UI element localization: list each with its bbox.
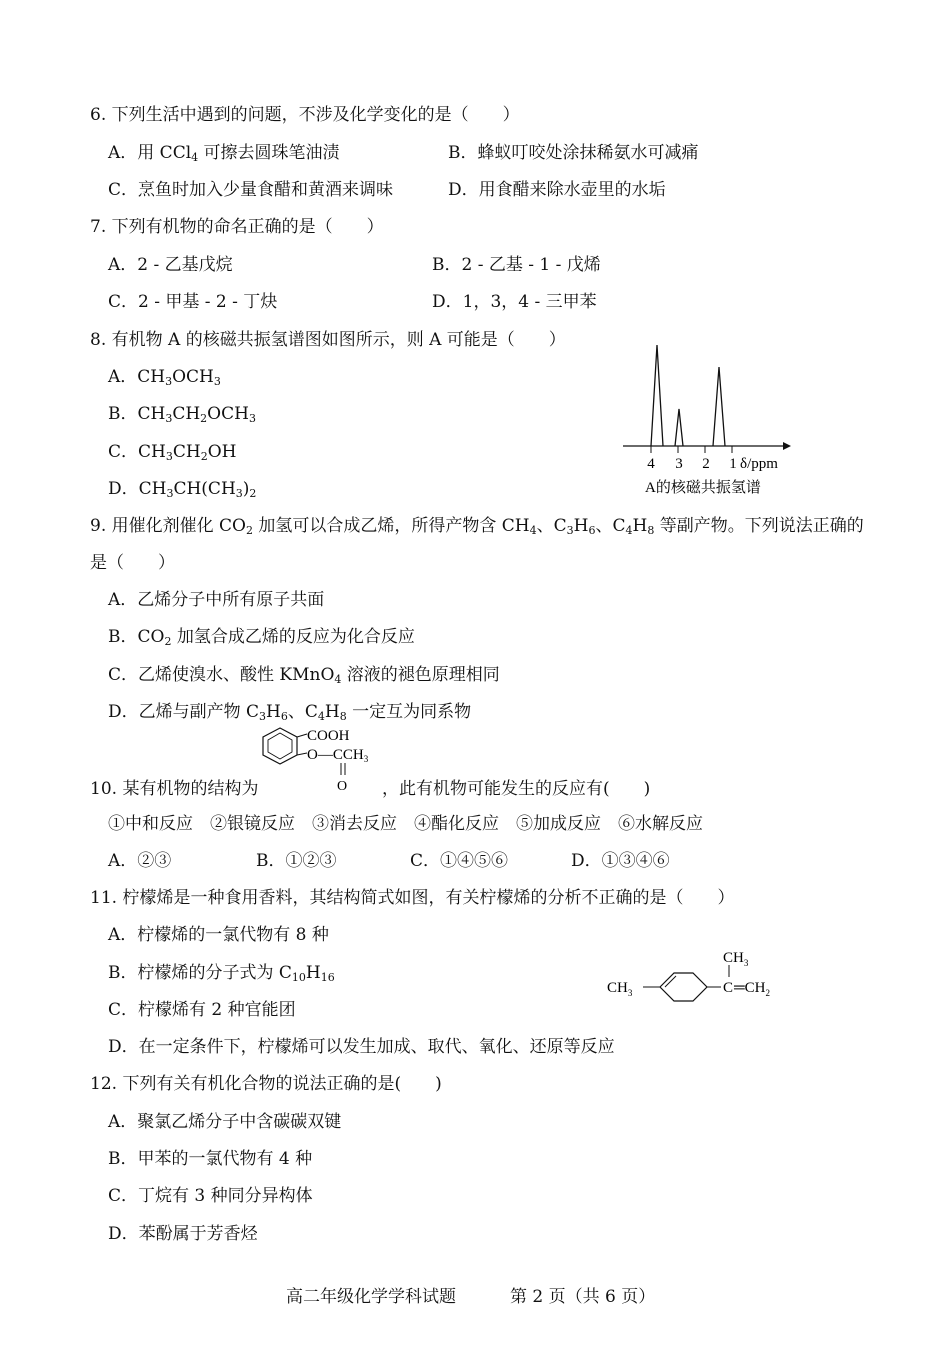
aspirin-structure (255, 722, 380, 794)
carbonyl-oxygen: O (337, 779, 348, 794)
question-9-stem: 9. 用催化剂催化 $CO_2$ 加氢可以合成乙烯，所得产物含 $CH_4$、$C_3H_6$、$C_4H_8$ 等副产物。下列说法正确的 (90, 516, 864, 537)
q8-option-d: D．$CH_3CH(CH_3)_2$ (108, 479, 257, 500)
q7-option-d: D．1，3，4 - 三甲苯 (432, 292, 597, 312)
q12-option-c: C．丁烷有 3 种同分异构体 (108, 1186, 313, 1206)
ring-double-bond (665, 976, 676, 987)
benzene-inner-ring (268, 733, 292, 759)
q9-option-a: A．乙烯分子中所有原子共面 (108, 590, 325, 610)
q12-option-d: D．苯酚属于芳香烃 (108, 1224, 258, 1244)
nmr-peak-3 (713, 367, 725, 446)
q12-option-a: A．聚氯乙烯分子中含碳碳双键 (108, 1112, 342, 1132)
q8-option-a: A．$CH_3OCH_3$ (108, 367, 221, 388)
footer-title: 高二年级化学学科试题 (286, 1287, 456, 1307)
q6-option-d: D．用食醋来除水壶里的水垢 (448, 180, 666, 200)
q10-option-d: D．①③④⑥ (571, 851, 670, 871)
methyl-left-label: $CH_3$ (607, 980, 633, 998)
q6-option-a: A．用 CCl$_4$ 可擦去圆珠笔油渍 (108, 143, 340, 164)
question-12-stem: 12. 下列有关有机化合物的说法正确的是( ) (90, 1074, 442, 1094)
q11-option-b: B．柠檬烯的分子式为 $C_{10}H_{16}$ (108, 963, 335, 984)
cyclohexene-ring (660, 973, 707, 1001)
q11-option-d: D．在一定条件下，柠檬烯可以发生加成、取代、氧化、还原等反应 (108, 1037, 615, 1057)
q6-option-b: B．蜂蚁叮咬处涂抹稀氨水可减痛 (448, 143, 699, 163)
nmr-axis-label: δ/ppm (740, 456, 778, 472)
nmr-tick-label: 3 (675, 456, 683, 472)
footer-page-number: 第 2 页（共 6 页） (510, 1287, 656, 1307)
q11-option-c: C．柠檬烯有 2 种官能团 (108, 1000, 296, 1020)
q7-option-b: B．2 - 乙基 - 1 - 戊烯 (432, 255, 601, 275)
cooh-label: COOH (307, 728, 350, 744)
question-11-stem: 11. 柠檬烯是一种食用香料，其结构简式如图，有关柠檬烯的分析不正确的是（ ） (90, 888, 735, 908)
ester-label: $O—CCH_3$ (307, 747, 369, 764)
question-10-stem-pre: 10. 某有机物的结构为 (90, 779, 259, 799)
q9-option-c: C．乙烯使溴水、酸性 KMnO$_4$ 溶液的褪色原理相同 (108, 665, 500, 686)
q10-option-a: A．②③ (108, 851, 172, 871)
q12-option-b: B．甲苯的一氯代物有 4 种 (108, 1149, 313, 1169)
carbon-label: C (723, 980, 734, 996)
nmr-peak-1 (651, 345, 663, 446)
q6-option-c: C．烹鱼时加入少量食醋和黄酒来调味 (108, 180, 394, 200)
bond (297, 734, 307, 737)
q10-option-c: C．①④⑤⑥ (410, 851, 509, 871)
nmr-axis-arrow (783, 442, 791, 450)
limonene-structure (605, 945, 795, 1007)
q11-option-a: A．柠檬烯的一氯代物有 8 种 (108, 925, 329, 945)
q8-option-b: B．$CH_3CH_2OCH_3$ (108, 404, 256, 425)
nmr-caption: A的核磁共振氢谱 (645, 480, 761, 496)
methylene-label: $═CH_2$ (734, 980, 770, 998)
methyl-top-label: $CH_3$ (723, 950, 749, 968)
question-6-stem: 6. 下列生活中遇到的问题，不涉及化学变化的是（ ） (90, 105, 520, 125)
q9-option-d: D．乙烯与副产物 $C_3H_6$、$C_4H_8$ 一定互为同系物 (108, 702, 472, 723)
question-10-stem-post: ，此有机物可能发生的反应有( ) (382, 779, 651, 799)
bond (297, 753, 307, 755)
q9-option-b: B．$CO_2$ 加氢合成乙烯的反应为化合反应 (108, 627, 415, 648)
question-7-stem: 7. 下列有机物的命名正确的是（ ） (90, 217, 384, 237)
question-9-stem-line2: 是（ ） (90, 553, 175, 573)
nmr-peak-2 (675, 409, 683, 446)
nmr-tick-label: 2 (702, 456, 710, 472)
q7-option-a: A．2 - 乙基戊烷 (108, 255, 233, 275)
nmr-spectrum-figure (615, 335, 800, 500)
q8-option-c: C．$CH_3CH_2OH$ (108, 442, 237, 463)
nmr-tick-label: 1 (729, 456, 737, 472)
q10-option-b: B．①②③ (256, 851, 337, 871)
q7-option-c: C．2 - 甲基 - 2 - 丁炔 (108, 292, 278, 312)
q10-reaction-list: ①中和反应 ②银镜反应 ③消去反应 ④酯化反应 ⑤加成反应 ⑥水解反应 (108, 814, 703, 834)
question-8-stem: 8. 有机物 A 的核磁共振氢谱图如图所示，则 A 可能是（ ） (90, 330, 566, 350)
nmr-tick-label: 4 (647, 456, 655, 472)
